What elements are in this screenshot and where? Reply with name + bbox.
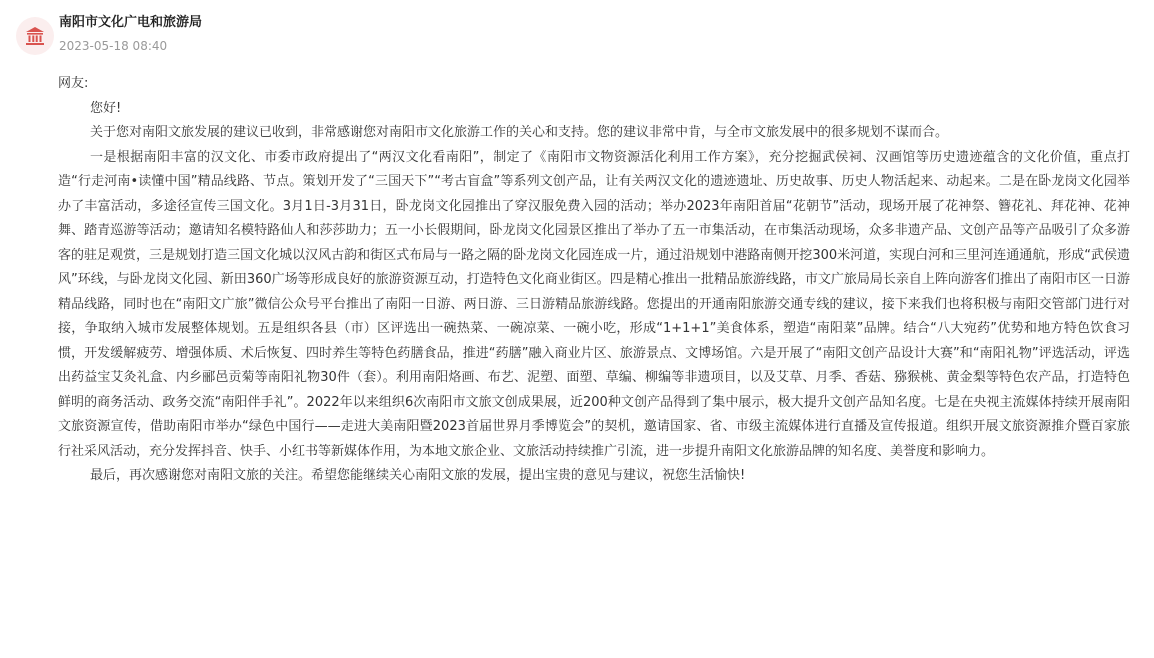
reply-header xyxy=(16,14,202,55)
timestamp: 2023-05-18 08:40 xyxy=(59,39,168,53)
reply-body xyxy=(58,72,1130,489)
museum-icon xyxy=(24,25,46,47)
intro-paragraph: 关于您对南阳文旅发展的建议已收到，非常感谢您对南阳市文化旅游工作的关心和支持。您的建议非常中肯，与全市文旅发展中的很多规划不谋而合。 xyxy=(90,125,949,140)
greeting: 您好! xyxy=(90,100,122,116)
closing-paragraph: 最后，再次感谢您对南阳文旅的关注。希望您能继续关心南阳文旅的发展，提出宝贵的意见与建议，祝您生活愉快! xyxy=(90,468,746,483)
avatar xyxy=(16,17,54,55)
main-paragraph: 一是根据南阳丰富的汉文化、市委市政府提出了“两汉文化看南阳”，制定了《南阳市文物资源活化利用工作方案》，充分挖掘武侯祠、汉画馆等历史遗迹蕴含的文化价值，重点打造“行走河南•读懂中国”精品线路、节点。策划开发了“三国天下”“考古盲盒”等系列文创产品，让有关两汉文化的遗迹遗址、历史故事、历史人物活起来、动起来。二是在卧龙岗文化园举办了丰富活动，多途径宣传三国文化。3月1日-3月31日，卧龙岗文化园推出了穿汉服免费入园的活动；举办2023年南阳首届“花朝节”活动，现场开展了花神祭、簪花礼、拜花神、花神舞、踏青巡游等活动；邀请知名模特路仙人和莎莎助力；五一小长假期间，卧龙岗文化园景区推出了举办了五一市集活动，在市集活动现场，众多非遗产品、文创产品等产品吸引了众多游客的驻足观赏，三是规划打造三国文化城以汉风古韵和街区式布局与一路之隔的卧龙岗文化园连成一片，通过沿规划中港路南侧开挖300米河道，实现白河和三里河连通通航，形成“武侯遗风”环线，与卧龙岗文化园、新田360广场等形成良好的旅游资源互动，打造特色文化商业街区。四是精心推出一批精品旅游线路，市文广旅局局长亲自上阵向游客们推出了南阳市区一日游精品线路，同时也在“南阳文广旅”微信公众号平台推出了南阳一日游、两日游、三日游精品旅游线路。您提出的开通南阳旅游交通专线的建议，接下来我们也将积极与南阳交管部门进行对接，争取纳入城市发展整体规划。五是组织各县（市）区评选出一碗热菜、一碗凉菜、一碗小吃，形成“1+1+1”美食体系，塑造“南阳菜”品牌。结合“八大宛药”优势和地方特色饮食习惯，开发缓解疲劳、增强体质、术后恢复、四时养生等特色药膳食品，推进“药膳”融入商业片区、旅游景点、文博场馆。六是开展了“南阳文创产品设计大赛”和“南阳礼物”评选活动，评选出药益宝艾灸礼盒、内乡郦邑贡菊等南阳礼物30件（套）。利用南阳烙画、布艺、泥塑、面塑、草编、柳编等非遗项目，以及艾草、月季、香菇、猕猴桃、黄金梨等特色农产品，打造特色鲜明的商务活动、政务交流“南阳伴手礼”。2022年以来组织6次南阳市文旅文创成果展，近200种文创产品得到了集中展示，极大提升文创产品知名度。七是在央视主流媒体持续开展南阳文旅资源宣传，借助南阳市举办“绿色中国行——走进大美南阳暨2023首届世界月季博览会”的契机，邀请国家、省、市级主流媒体进行直播及宣传报道。组织开展文旅资源推介暨百家旅行社采风活动，充分发挥抖音、快手、小红书等新媒体作用，为本地文旅企业、文旅活动持续推广引流，进一步提升南阳文化旅游品牌的知名度、美誉度和影响力。 xyxy=(58,149,1130,459)
org-name[interactable]: 南阳市文化广电和旅游局 xyxy=(59,15,203,30)
salutation: 网友: xyxy=(58,76,89,91)
